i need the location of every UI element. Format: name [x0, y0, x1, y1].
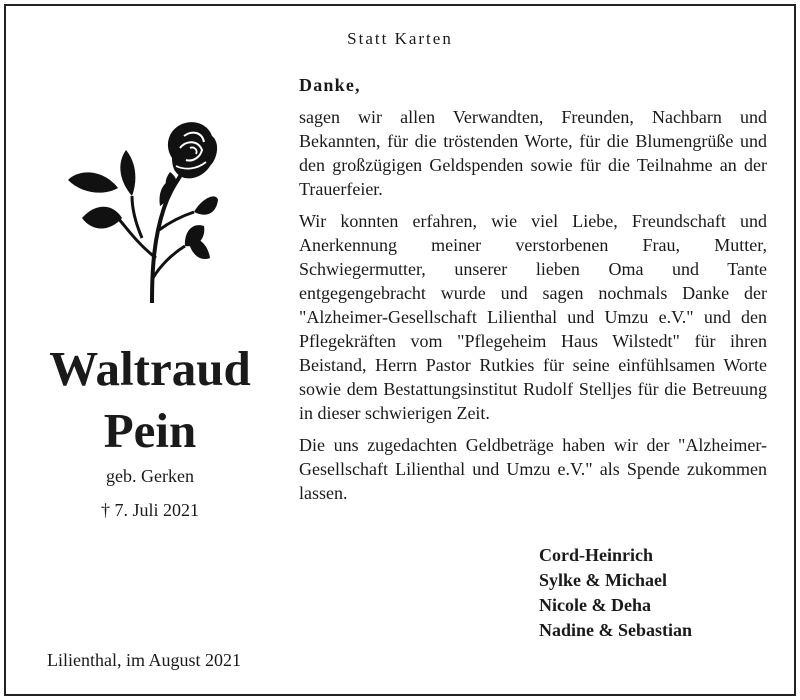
signer-3: Nicole & Deha: [539, 595, 651, 615]
death-date: † 7. Juli 2021: [100, 500, 199, 520]
signer-2: Sylke & Michael: [539, 570, 667, 590]
header-statt-karten: Statt Karten: [347, 29, 453, 48]
deceased-last-name: Pein: [103, 403, 197, 458]
paragraph-2: Wir konnten erfahren, wie viel Liebe, Freundschaft und Anerkennung meiner verstorbenen Frau, Mutter, Schwiegermutter, unserer lieben Oma und Tante entgegengebracht wurde und sagen nochmals Danke der "Alzheimer-Gesellschaft Lilienthal und Umzu e.V." und den Pflegekräften vom "Pflegeheim Haus Wilstedt" für ihren Beistand, Herrn Pastor Rutkies für seine einfühlsamen Worte sowie dem Bestattungsinstitut Rudolf Stelljes für die Betreuung in dieser schwierigen Zeit.: [299, 211, 767, 423]
signer-1: Cord-Heinrich: [539, 545, 653, 565]
paragraph-1: sagen wir allen Verwandten, Freunden, Nachbarn und Bekannten, für die tröstenden Worte, für die Blumengrüße und den großzügigen Geldspenden sowie für die Teilnahme an der Trauerfeier.: [299, 107, 767, 199]
greeting: Danke,: [299, 75, 361, 95]
place-date: Lilienthal, im August 2021: [47, 650, 241, 670]
paragraph-3: Die uns zugedachten Geldbeträge haben wir der "Alzheimer-Gesellschaft Lilienthal und Umzu e.V." als Spende zukommen lassen.: [299, 435, 767, 503]
signer-4: Nadine & Sebastian: [539, 620, 693, 640]
deceased-first-name: Waltraud: [49, 341, 251, 396]
birth-name: geb. Gerken: [106, 466, 194, 486]
thank-you-text: [299, 73, 767, 513]
rose-icon: [60, 118, 230, 303]
signers: [539, 543, 692, 643]
